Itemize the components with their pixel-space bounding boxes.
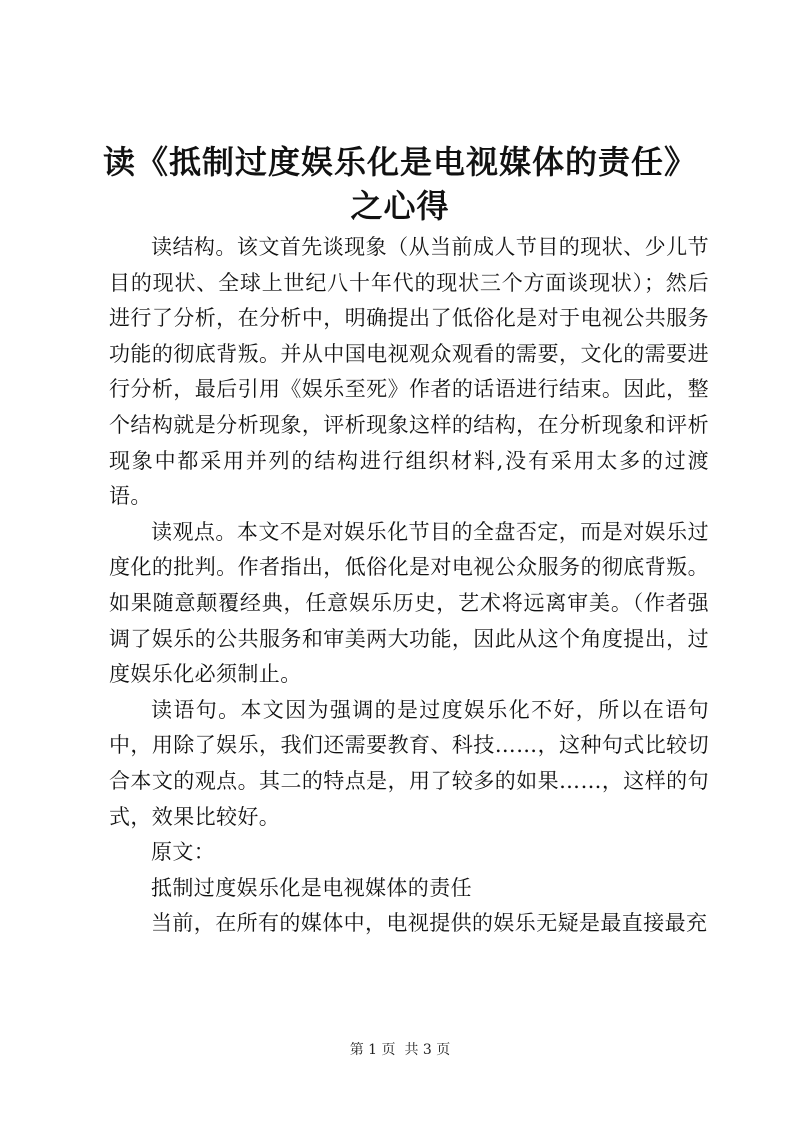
document-title: 读《抵制过度娱乐化是电视媒体的责任》之心得 — [102, 143, 697, 225]
paragraph-original-text: 当前，在所有的媒体中，电视提供的娱乐无疑是最直接最充 — [151, 911, 708, 936]
paragraph-sentences: 读语句。本文因为强调的是过度娱乐化不好，所以在语句中，用除了娱乐，我们还需要教育、科技……，这种句式比较切合本文的观点。其二的特点是，用了较多的如果……，这样的句式，效果比较好。 — [109, 697, 709, 829]
page-footer — [0, 1040, 800, 1060]
paragraph-original-label: 原文： — [151, 840, 216, 865]
paragraph-original-title: 抵制过度娱乐化是电视媒体的责任 — [151, 875, 472, 900]
page-number: 第 1 页 共 3 页 — [349, 1042, 451, 1058]
paragraph-structure: 读结构。该文首先谈现象（从当前成人节目的现状、少儿节目的现状、全球上世纪八十年代的现状三个方面谈现状）；然后进行了分析，在分析中，明确提出了低俗化是对于电视公共服务功能的彻底背叛。并从中国电视观众观看的需要，文化的需要进行分析，最后引用《娱乐至死》作者的话语进行结束。因此，整个结构就是分析现象，评析现象这样的结构，在分析现象和评析现象中都采用并列的结构进行组织材料,没有采用太多的过渡语。 — [109, 235, 709, 509]
paragraph-viewpoint: 读观点。本文不是对娱乐化节目的全盘否定，而是对娱乐过度化的批判。作者指出，低俗化是对电视公众服务的彻底背叛。如果随意颠覆经典，任意娱乐历史，艺术将远离审美。（作者强调了娱乐的公共服务和审美两大功能，因此从这个角度提出，过度娱乐化必须制止。 — [109, 519, 709, 687]
document-body — [109, 230, 709, 942]
